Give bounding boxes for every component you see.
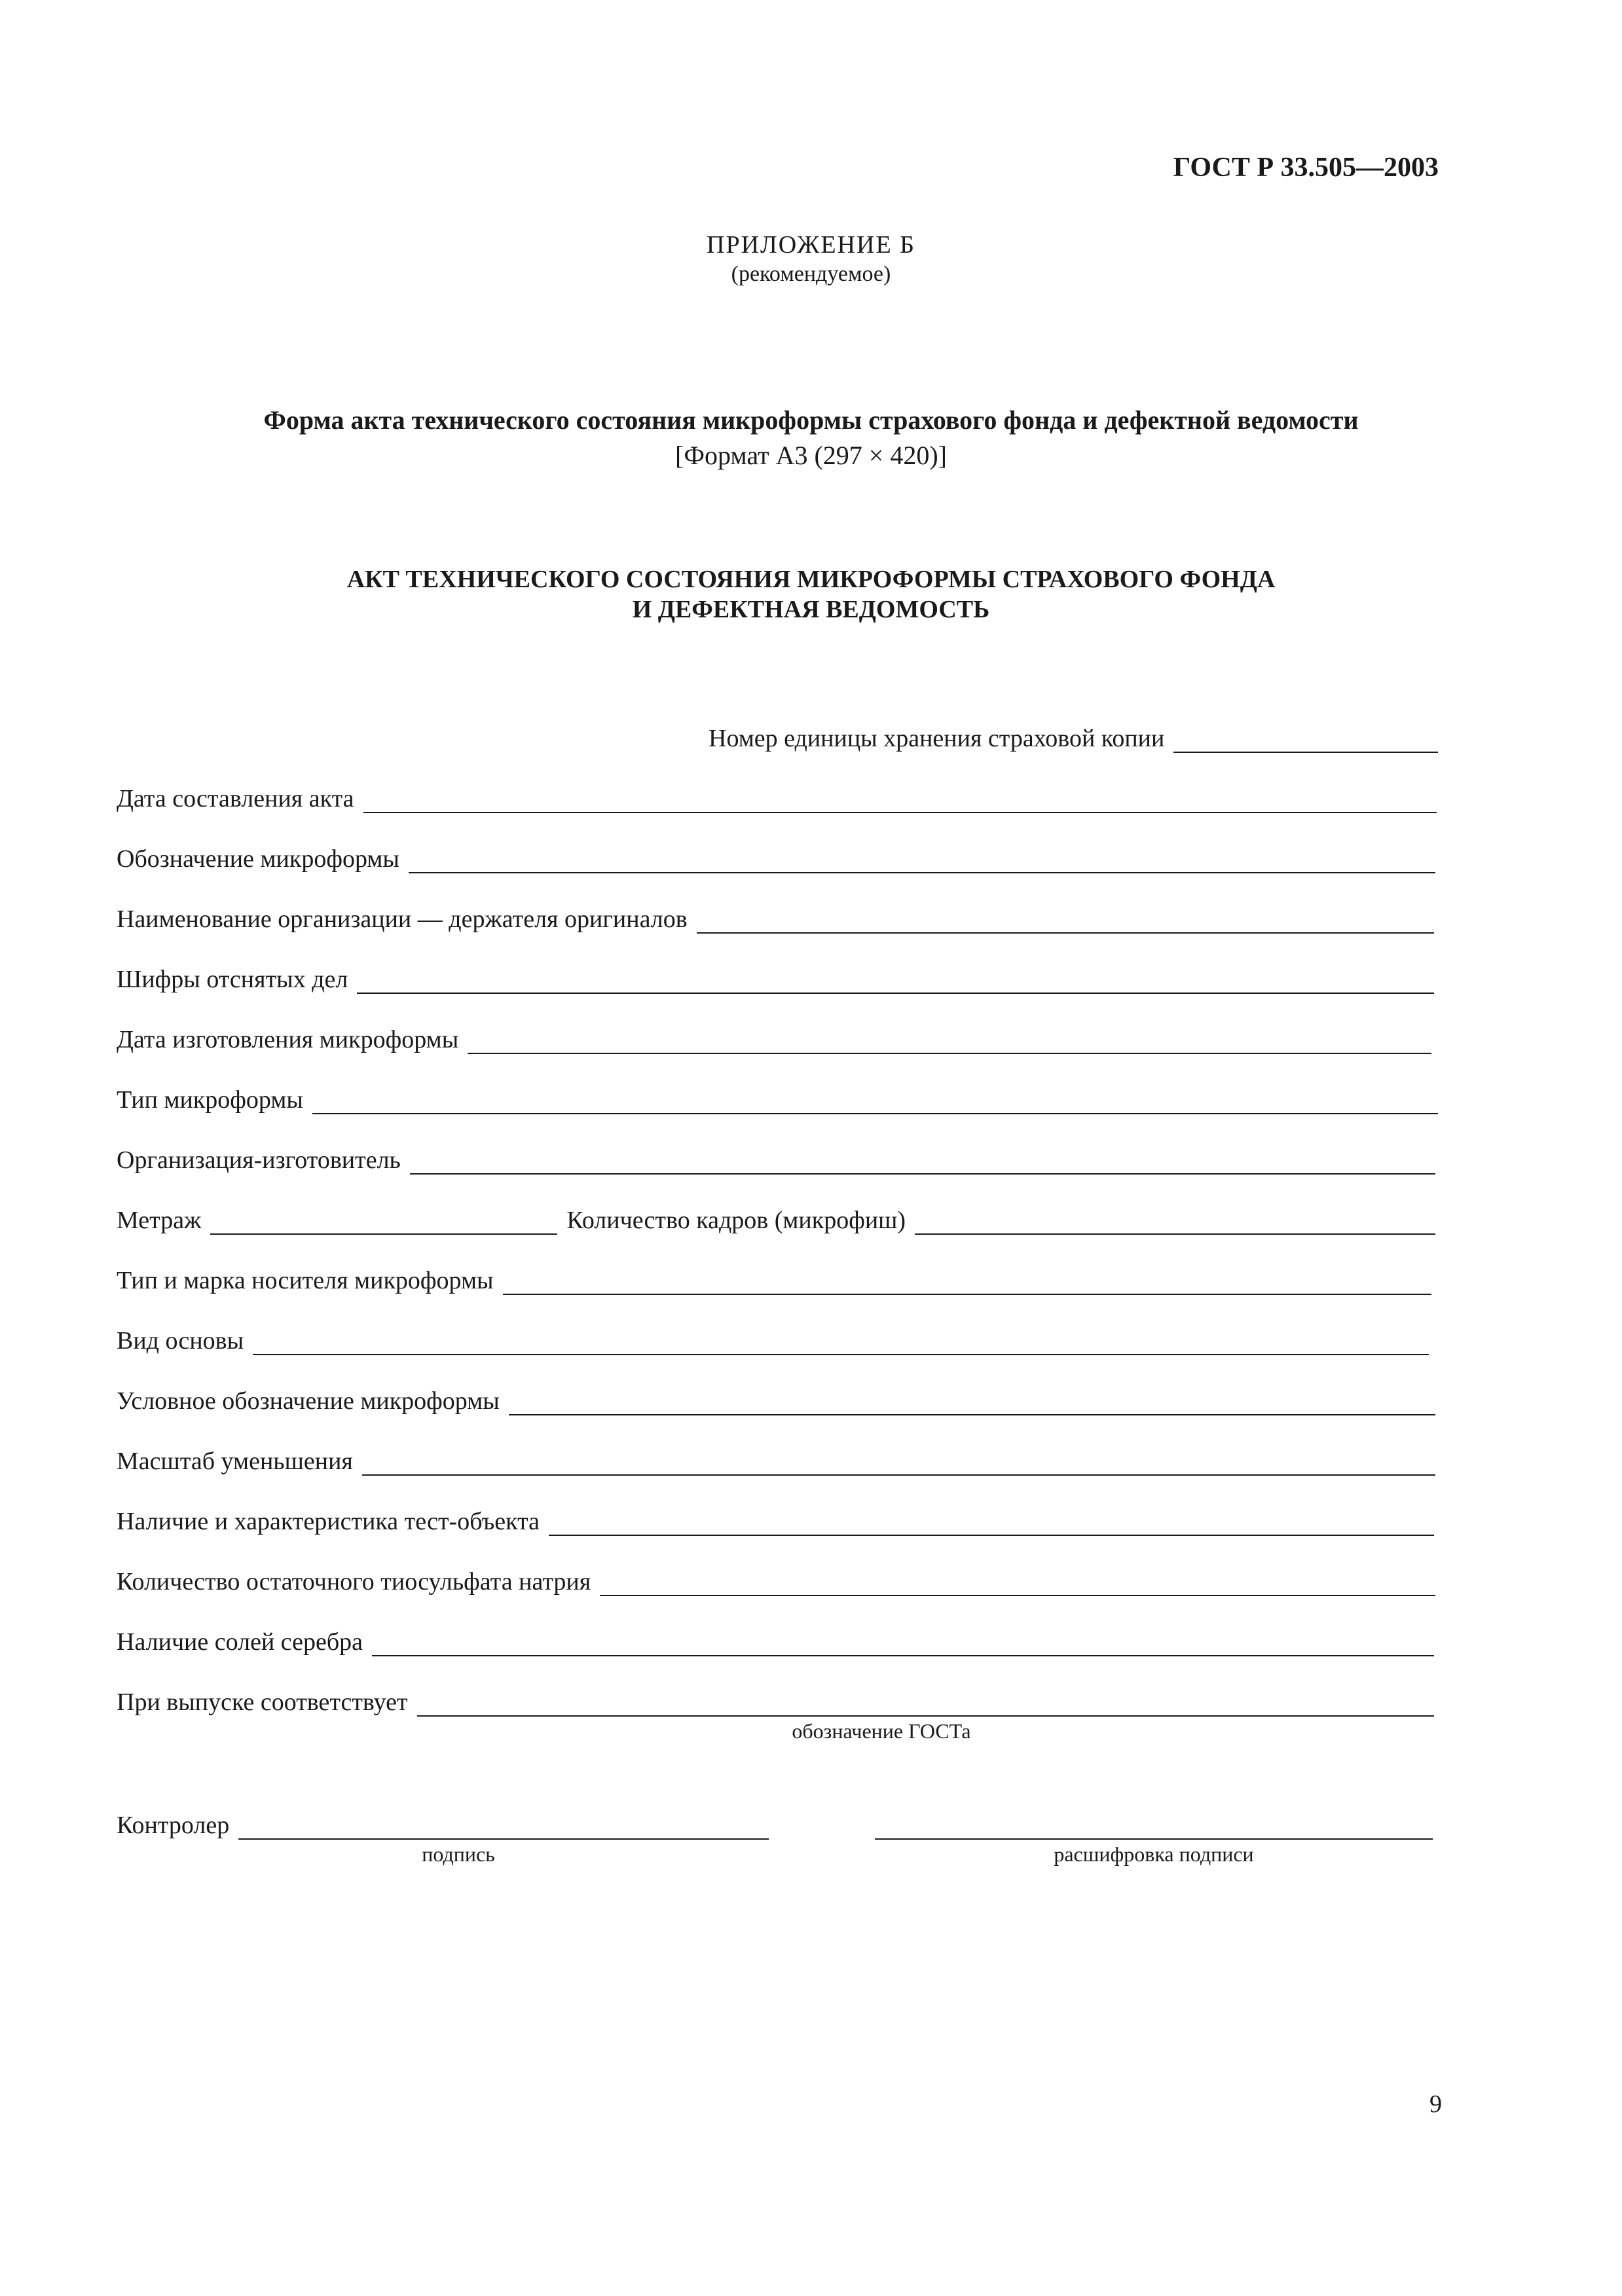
carrier-type-field[interactable] [117,1262,1431,1295]
base-type-input-line[interactable] [253,1330,1429,1355]
thiosulfate-label: Количество остаточного тиосульфата натрия [117,1568,591,1595]
page-number: 9 [1429,2090,1442,2118]
silver-salts-input-line[interactable] [372,1631,1434,1656]
conventional-designation-field[interactable] [117,1383,1435,1415]
production-date-input-line[interactable] [468,1029,1431,1054]
footage-input-line[interactable] [210,1210,557,1235]
appendix-subtitle: (рекомендуемое) [731,262,891,286]
footage-label: Метраж [117,1207,202,1234]
form-title: Форма акта технического состояния микроформы страхового фонда и дефектной ведомости [263,405,1359,435]
frame-count-input-line[interactable] [915,1210,1435,1235]
case-codes-input-line[interactable] [357,969,1434,994]
compliance-input-line[interactable] [417,1692,1434,1717]
microform-designation-input-line[interactable] [409,848,1435,873]
appendix-title: ПРИЛОЖЕНИЕ Б [707,231,915,259]
thiosulfate-input-line[interactable] [600,1571,1435,1596]
organization-holder-label: Наименование организации — держателя оригиналов [117,905,688,933]
microform-designation-field[interactable] [117,841,1435,873]
signature-decode-field[interactable] [875,1807,1433,1840]
act-date-field[interactable] [117,780,1437,813]
signature-caption: подпись [422,1842,495,1866]
controller-label: Контролер [117,1812,230,1839]
compliance-field[interactable] [117,1684,1434,1717]
signature-decode-line[interactable] [875,1815,1433,1840]
reduction-scale-label: Масштаб уменьшения [117,1448,353,1475]
storage-unit-input-line[interactable] [1173,728,1438,753]
storage-unit-field[interactable] [709,720,1438,753]
carrier-type-label: Тип и марка носителя микроформы [117,1267,494,1294]
production-date-field[interactable] [117,1021,1431,1054]
test-object-label: Наличие и характеристика тест-объекта [117,1508,540,1535]
microform-type-label: Тип микроформы [117,1086,303,1114]
test-object-field[interactable] [117,1503,1434,1536]
test-object-input-line[interactable] [549,1511,1434,1536]
manufacturer-field[interactable] [117,1142,1435,1175]
base-type-field[interactable] [117,1322,1429,1355]
microform-type-field[interactable] [117,1082,1438,1114]
act-title-line-2: И ДЕФЕКТНАЯ ВЕДОМОСТЬ [632,596,990,623]
organization-holder-field[interactable] [117,901,1434,934]
microform-designation-label: Обозначение микроформы [117,845,399,873]
carrier-type-input-line[interactable] [503,1270,1431,1295]
act-title [0,564,1622,625]
conventional-designation-label: Условное обозначение микроформы [117,1387,500,1415]
base-type-label: Вид основы [117,1327,244,1355]
act-date-label: Дата составления акта [117,785,354,812]
storage-unit-label: Номер единицы хранения страховой копии [709,725,1165,752]
controller-signature-line[interactable] [238,1815,769,1840]
form-format: [Формат А3 (297 × 420)] [675,441,947,470]
conventional-designation-input-line[interactable] [509,1391,1435,1415]
compliance-caption: обозначение ГОСТа [792,1719,971,1743]
thiosulfate-field[interactable] [117,1563,1435,1596]
organization-holder-input-line[interactable] [697,909,1434,934]
compliance-label: При выпуске соответствует [117,1688,408,1716]
reduction-scale-field[interactable] [117,1443,1435,1476]
case-codes-label: Шифры отснятых дел [117,966,348,993]
microform-type-input-line[interactable] [312,1089,1438,1114]
frame-count-label: Количество кадров (микрофиш) [566,1207,906,1234]
silver-salts-label: Наличие солей серебра [117,1628,363,1656]
act-title-line-1: АКТ ТЕХНИЧЕСКОГО СОСТОЯНИЯ МИКРОФОРМЫ СТРАХОВОГО ФОНДА [346,566,1276,593]
controller-field[interactable] [117,1807,769,1840]
production-date-label: Дата изготовления микроформы [117,1026,459,1053]
case-codes-field[interactable] [117,961,1434,994]
signature-decode-caption: расшифровка подписи [1054,1842,1254,1866]
reduction-scale-input-line[interactable] [362,1451,1435,1476]
manufacturer-input-line[interactable] [410,1150,1435,1175]
silver-salts-field[interactable] [117,1624,1434,1656]
footage-frames-field[interactable] [117,1202,1435,1235]
manufacturer-label: Организация-изготовитель [117,1146,401,1174]
act-date-input-line[interactable] [363,788,1437,813]
standard-number: ГОСТ Р 33.505—2003 [1173,153,1439,183]
